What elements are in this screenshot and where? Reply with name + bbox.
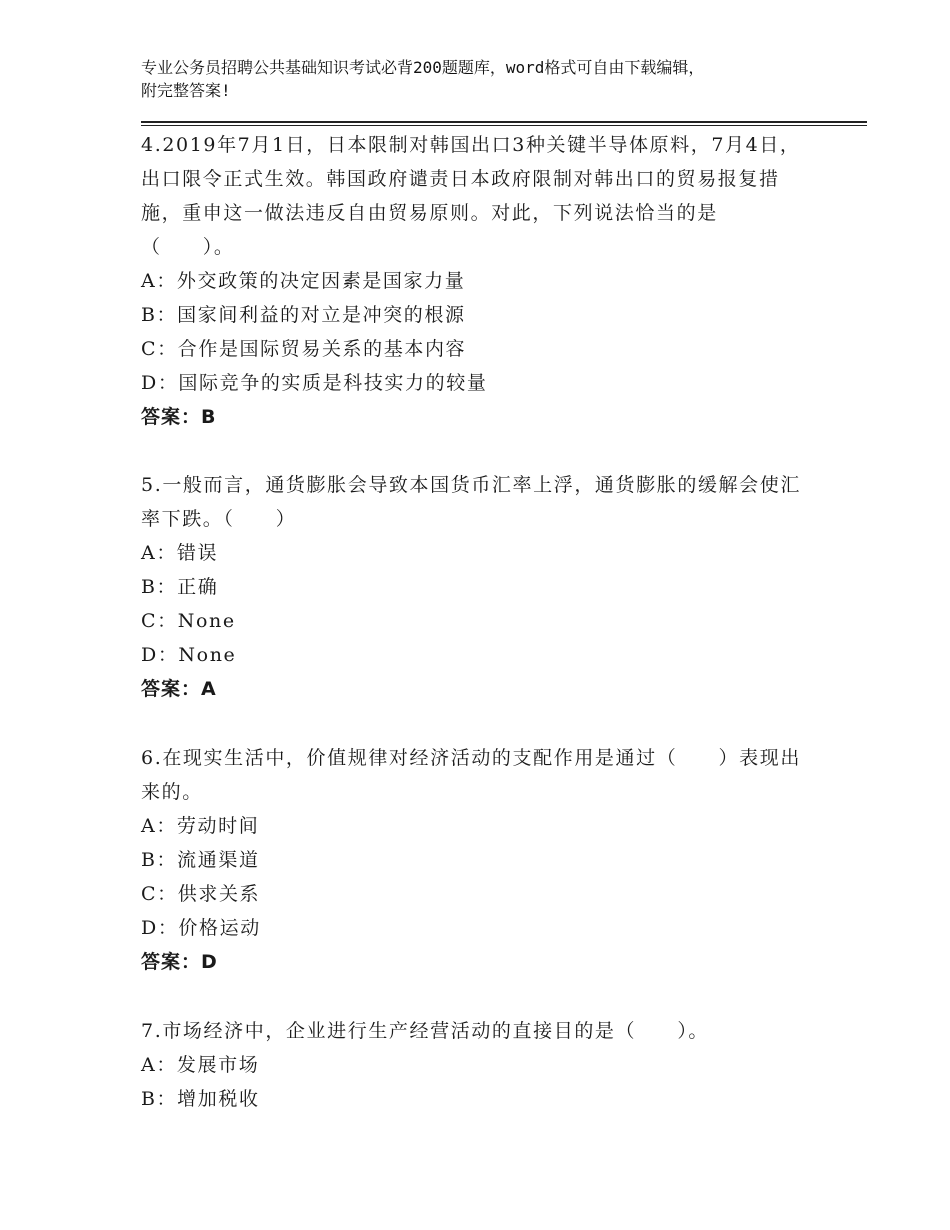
option-a: A：错误 [141, 542, 219, 564]
answer-label: 答案：D [141, 951, 218, 973]
answer-label: 答案：A [141, 678, 217, 700]
question-6 [141, 741, 801, 979]
question-stem: 7.市场经济中，企业进行生产经营活动的直接目的是（ ）。 [141, 1020, 710, 1042]
header-line-2: 附完整答案! [141, 81, 231, 100]
question-stem: 6.在现实生活中，价值规律对经济活动的支配作用是通过（ ）表现出来的。 [141, 747, 801, 803]
header-divider-thick [141, 121, 867, 123]
question-stem: 5.一般而言，通货膨胀会导致本国货币汇率上浮，通货膨胀的缓解会使汇率下跌。（ ） [141, 474, 801, 530]
option-c: C：None [141, 610, 236, 632]
option-b: B：正确 [141, 576, 219, 598]
header-line-1: 专业公务员招聘公共基础知识考试必背200题题库，word格式可自由下载编辑， [141, 58, 705, 77]
option-b: B：增加税收 [141, 1088, 260, 1110]
option-a: A：外交政策的决定因素是国家力量 [141, 270, 466, 292]
question-stem: 4.2019年7月1日，日本限制对韩国出口3种关键半导体原料，7月4日，出口限令正式生效。韩国政府谴责日本政府限制对韩出口的贸易报复措施，重申这一做法违反自由贸易原则。对此，下列说法恰当的是（ ）。 [141, 134, 801, 258]
option-d: D：价格运动 [141, 917, 261, 939]
option-a: A：劳动时间 [141, 815, 260, 837]
question-4 [141, 128, 801, 434]
document-header [141, 56, 821, 102]
question-7 [141, 1014, 801, 1116]
option-c: C：供求关系 [141, 883, 261, 905]
option-a: A：发展市场 [141, 1054, 260, 1076]
option-b: B：国家间利益的对立是冲突的根源 [141, 304, 466, 326]
option-d: D：None [141, 644, 237, 666]
answer-label: 答案：B [141, 406, 217, 428]
option-b: B：流通渠道 [141, 849, 260, 871]
question-5 [141, 468, 801, 706]
header-divider-thin [141, 125, 867, 126]
option-d: D：国际竞争的实质是科技实力的较量 [141, 372, 488, 394]
option-c: C：合作是国际贸易关系的基本内容 [141, 338, 467, 360]
